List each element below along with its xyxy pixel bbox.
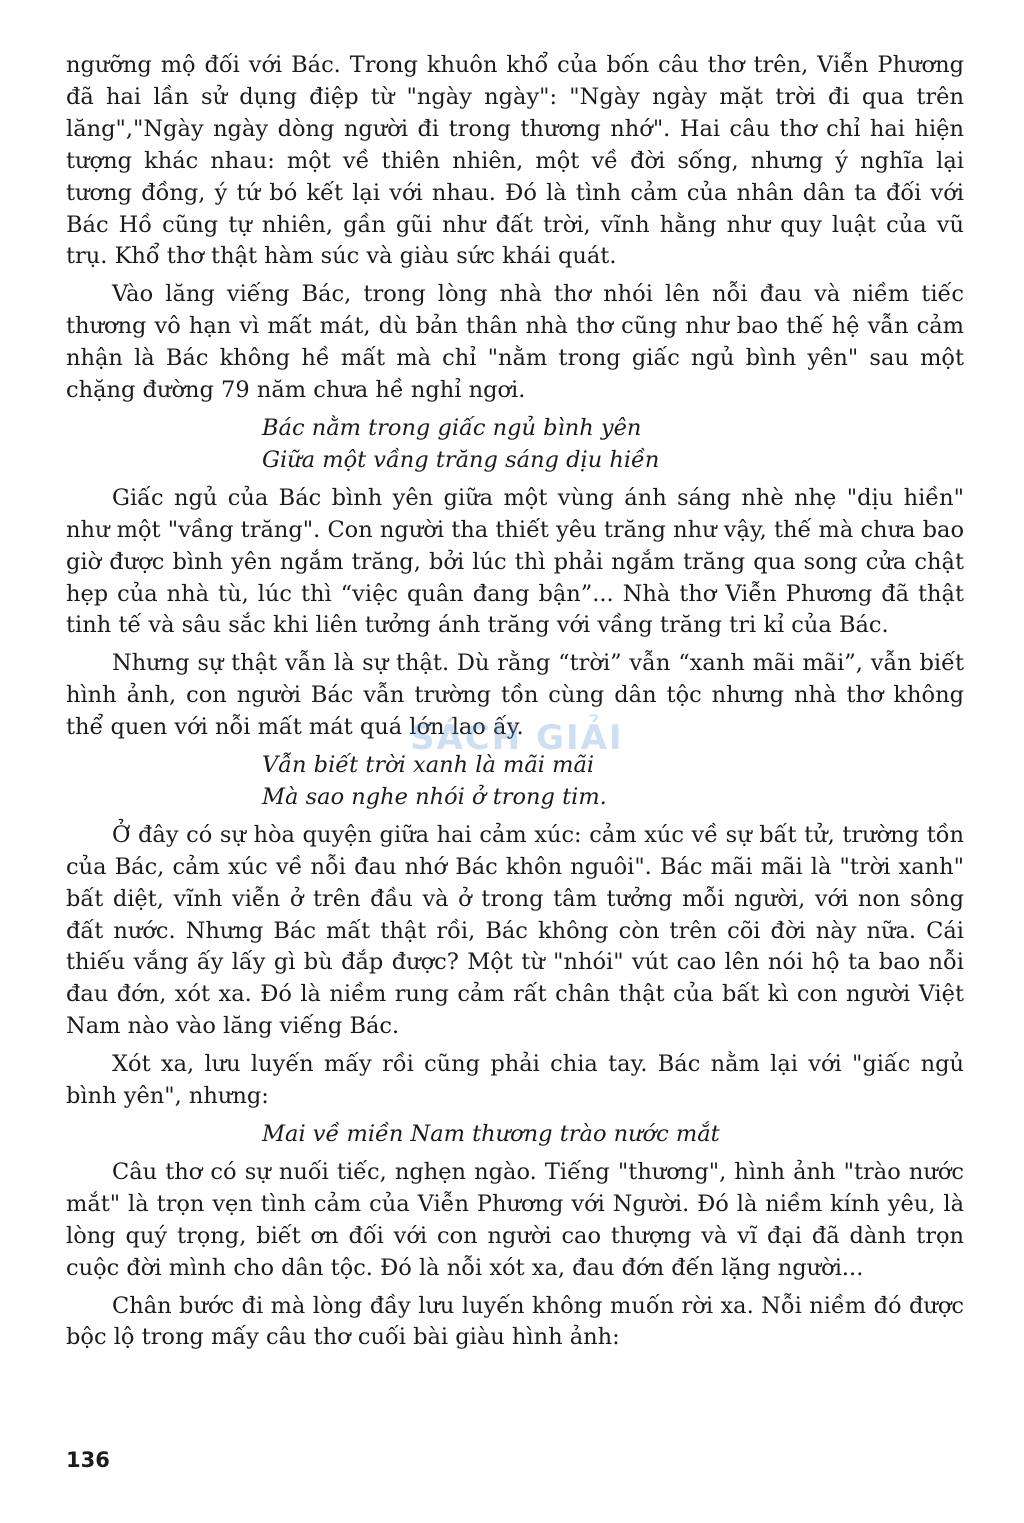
paragraph-2: Vào lăng viếng Bác, trong lòng nhà thơ nhói lên nỗi đau và niềm tiếc thương vô hạn vì mất mát, dù bản thân nhà thơ cũng như bao thế hệ vẫn cảm nhận là Bác không hề mất mà chỉ "nằm trong giấc ngủ bình yên" sau một chặng đường 79 năm chưa hề nghỉ ngơi. [66,281,964,404]
verse-line: Mà sao nghe nhói ở trong tim. [262,783,607,810]
page-body [66,50,964,1360]
page-number: 136 [66,1448,110,1472]
verse-block-1 [66,413,964,477]
paragraph-4: Nhưng sự thật vẫn là sự thật. Dù rằng “trời” vẫn “xanh mãi mãi”, vẫn biết hình ảnh, con người Bác vẫn trường tồn cùng dân tộc nhưng nhà thơ không thể quen với nỗi mất mát quá lớn lao ấy. [66,650,964,741]
verse-block-3 [66,1119,964,1151]
paragraph-8: Chân bước đi mà lòng đầy lưu luyến không muốn rời xa. Nỗi niềm đó được bộc lộ trong mấy câu thơ cuối bài giàu hình ảnh: [66,1292,964,1351]
verse-line: Bác nằm trong giấc ngủ bình yên [262,414,642,441]
paragraph-7: Câu thơ có sự nuối tiếc, nghẹn ngào. Tiếng "thương", hình ảnh "trào nước mắt" là trọn vẹn tình cảm của Viễn Phương với Người. Đó là niềm kính yêu, là lòng quý trọng, biết ơn đối với con người cao thượng và vĩ đại đã dành trọn cuộc đời mình cho dân tộc. Đó là nỗi xót xa, đau đớn đến lặng người... [66,1158,964,1281]
paragraph-5: Ở đây có sự hòa quyện giữa hai cảm xúc: cảm xúc về sự bất tử, trường tồn của Bác, cảm xúc về nỗi đau nhớ Bác khôn nguôi". Bác mãi mãi là "trời xanh" bất diệt, vĩnh viễn ở trên đầu và ở trong tâm tưởng mỗi người, với non sông đất nước. Nhưng Bác mất thật rồi, Bác không còn trên cõi đời này nữa. Cái thiếu vắng ấy lấy gì bù đắp được? Một từ "nhói" vút cao lên nói hộ ta bao nỗi đau đớn, xót xa. Đó là niềm rung cảm rất chân thật của bất kì con người Việt Nam nào vào lăng viếng Bác. [66,821,964,1040]
paragraph-3: Giấc ngủ của Bác bình yên giữa một vùng ánh sáng nhè nhẹ "dịu hiền" như một "vầng trăng". Con người tha thiết yêu trăng như vậy, thế mà chưa bao giờ được bình yên ngắm trăng, bởi lúc thì phải ngắm trăng qua song cửa chật hẹp của nhà tù, lúc thì “việc quân đang bận”... Nhà thơ Viễn Phương đã thật tinh tế và sâu sắc khi liên tưởng ánh trăng với vầng trăng tri kỉ của Bác. [66,484,964,639]
paragraph-6: Xót xa, lưu luyến mấy rồi cũng phải chia tay. Bác nằm lại với "giấc ngủ bình yên", nhưng: [66,1051,964,1110]
verse-line: Giữa một vầng trăng sáng dịu hiền [262,446,660,473]
verse-line: Mai về miền Nam thương trào nước mắt [262,1121,720,1147]
paragraph-1: ngưỡng mộ đối với Bác. Trong khuôn khổ của bốn câu thơ trên, Viễn Phương đã hai lần sử dụng điệp từ "ngày ngày": "Ngày ngày mặt trời đi qua trên lăng","Ngày ngày dòng người đi trong thương nhớ". Hai câu thơ chỉ hai hiện tượng khác nhau: một về thiên nhiên, một về đời sống, nhưng ý nghĩa lại tương đồng, ý tứ bó kết lại với nhau. Đó là tình cảm của nhân dân ta đối với Bác Hồ cũng tự nhiên, gần gũi như đất trời, vĩnh hằng như quy luật của vũ trụ. Khổ thơ thật hàm súc và giàu sức khái quát. [66,52,964,270]
watermark-text: SÁCH GIẢI [410,718,624,758]
verse-line: Vẫn biết trời xanh là mãi mãi [262,752,595,779]
verse-block-2 [66,750,964,814]
